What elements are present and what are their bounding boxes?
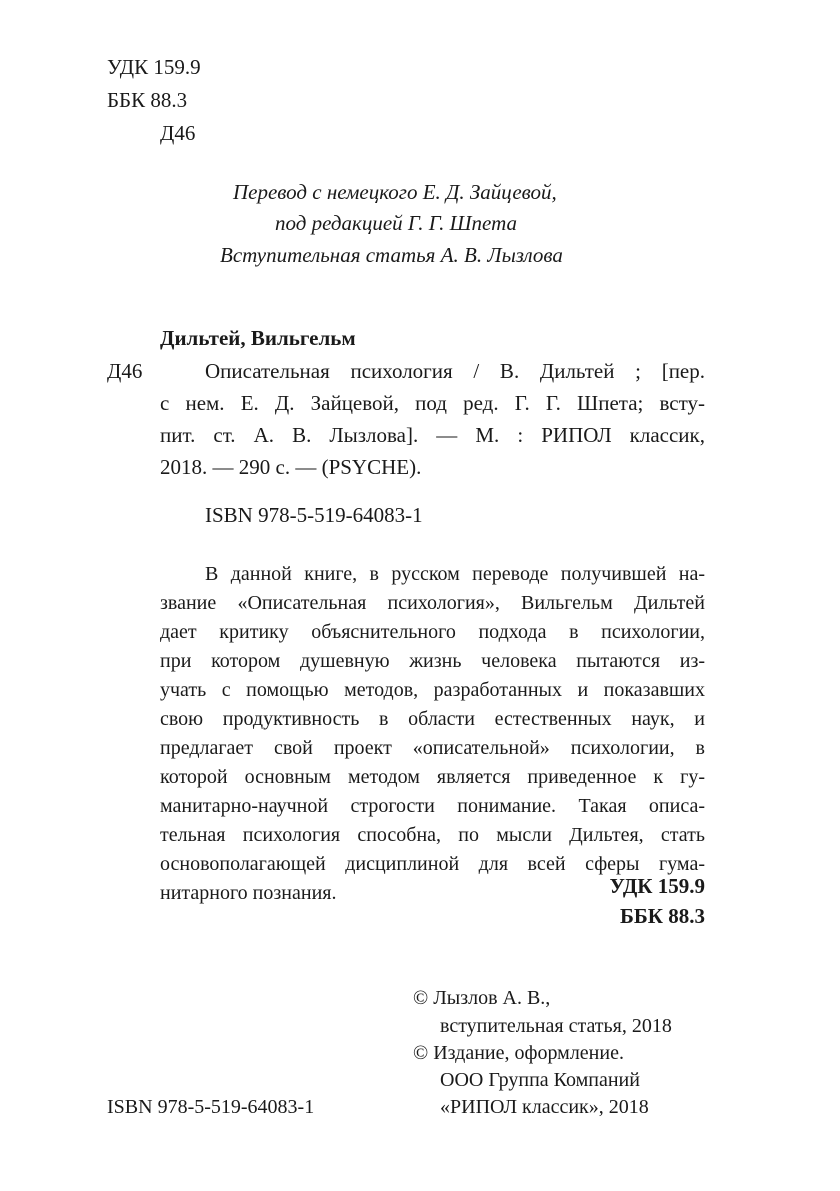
- annotation-line: дает критику объяснительного подхода в психологии,: [160, 621, 705, 643]
- annotation-line: В данной книге, в русском переводе получившей на-: [205, 563, 705, 585]
- entry-line: Описательная психология / В. Дильтей ; [пер.: [205, 359, 705, 383]
- entry-line: 2018. — 290 с. — (PSYCHE).: [160, 455, 422, 479]
- copyright-line: © Издание, оформление.: [413, 1042, 624, 1064]
- credit-translation: Перевод с немецкого Е. Д. Зайцевой,: [233, 180, 557, 204]
- copyright-line: вступительная статья, 2018: [440, 1015, 672, 1037]
- entry-line: пит. ст. А. В. Лызлова]. — М. : РИПОЛ классик,: [160, 423, 705, 447]
- udk-bold: УДК 159.9: [609, 874, 705, 898]
- annotation-line: свою продуктивность в области естественных наук, и: [160, 708, 705, 730]
- annotation-line: при котором душевную жизнь человека пытаются из-: [160, 650, 705, 672]
- copyright-line: ООО Группа Компаний: [440, 1069, 640, 1091]
- bbk-code: ББК 88.3: [107, 88, 188, 112]
- annotation-line: основополагающей дисциплиной для всей сферы гума-: [160, 853, 705, 875]
- entry-isbn: ISBN 978-5-519-64083-1: [205, 503, 423, 527]
- credit-editor: под редакцией Г. Г. Шпета: [275, 211, 518, 235]
- entry-author-sign: Д46: [107, 359, 143, 383]
- annotation-line: учать с помощью методов, разработанных и показавших: [160, 679, 705, 701]
- bbk-bold: ББК 88.3: [620, 904, 705, 928]
- annotation-line: манитарно-научной строгости понимание. Такая описа-: [160, 795, 705, 817]
- entry-line: с нем. Е. Д. Зайцевой, под ред. Г. Г. Шпета; всту-: [160, 391, 705, 415]
- author-heading: Дильтей, Вильгельм: [160, 326, 356, 350]
- udk-code: УДК 159.9: [107, 55, 201, 79]
- copyright-line: «РИПОЛ классик», 2018: [440, 1096, 649, 1118]
- annotation-line: звание «Описательная психология», Вильгельм Дильтей: [160, 592, 705, 614]
- copyright-line: © Лызлов А. В.,: [413, 987, 551, 1009]
- annotation-line: предлагает свой проект «описательной» психологии, в: [160, 737, 705, 759]
- author-sign: Д46: [160, 121, 196, 145]
- credit-introduction: Вступительная статья А. В. Лызлова: [220, 243, 563, 267]
- annotation-line: нитарного познания.: [160, 882, 337, 904]
- annotation-line: тельная психология способна, по мысли Дильтея, стать: [160, 824, 705, 846]
- annotation-line: которой основным методом является приведенное к гу-: [160, 766, 705, 788]
- bottom-isbn: ISBN 978-5-519-64083-1: [107, 1096, 315, 1118]
